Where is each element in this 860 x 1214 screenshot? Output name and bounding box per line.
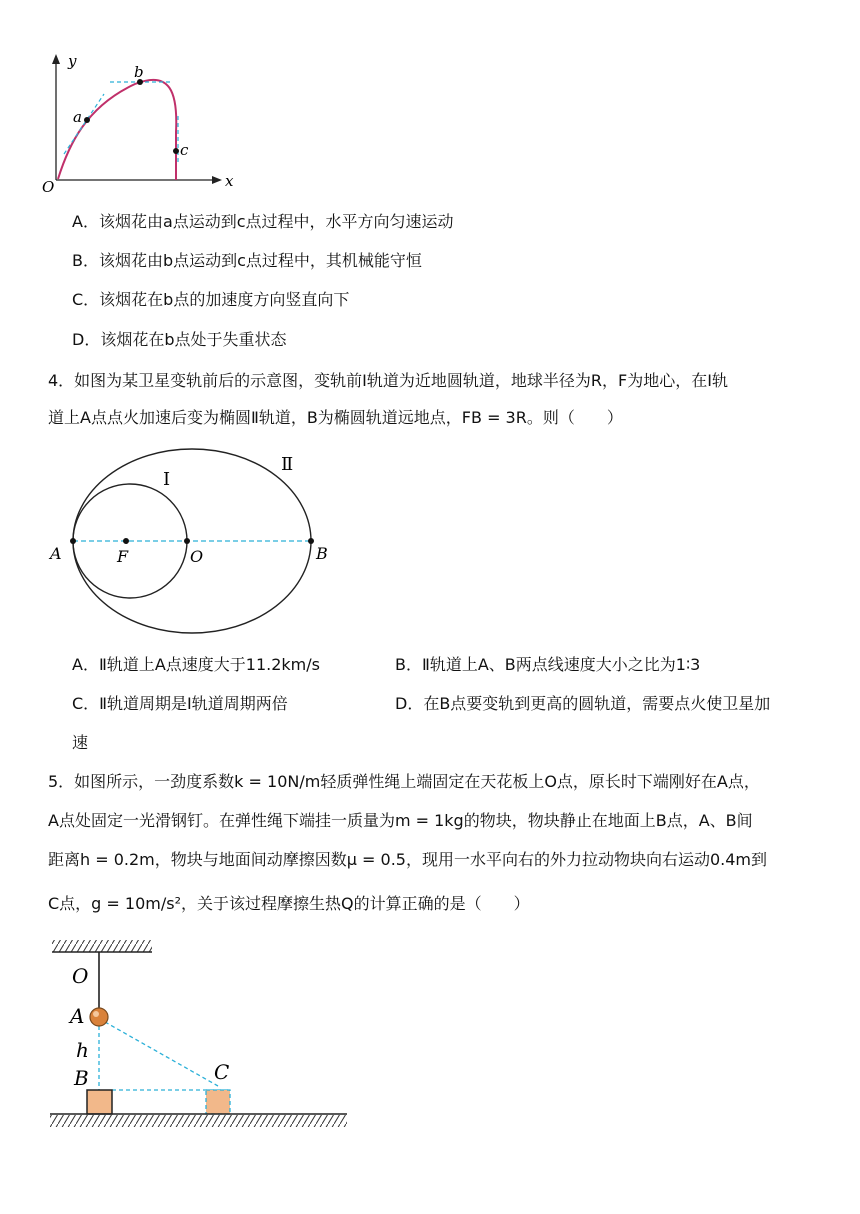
orbit-figure (40, 446, 350, 642)
trajectory-figure (40, 52, 260, 194)
ground-hatch (50, 1115, 347, 1127)
point-a-label: a (73, 108, 82, 126)
q5-stem-line4: C点，g = 10m/s²，关于该过程摩擦生热Q的计算正确的是（ ） (48, 894, 530, 913)
orbit-2-label: Ⅱ (281, 454, 294, 475)
point-O-label: O (72, 964, 89, 988)
ceiling-hatch (52, 940, 152, 952)
point-B-label: B (74, 1066, 89, 1090)
q3-option-b: B．该烟花由b点运动到c点过程中，其机械能守恒 (72, 251, 422, 270)
dashed-A-to-C (105, 1022, 218, 1086)
block-at-B (87, 1090, 112, 1114)
q3-option-c: C．该烟花在b点的加速度方向竖直向下 (72, 290, 350, 309)
q4-stem-line1: 4．如图为某卫星变轨前后的示意图，变轨前Ⅰ轨道为近地圆轨道，地球半径为R，F为地心，在Ⅰ轨 (48, 371, 728, 390)
q4-option-d-line1: D．在B点要变轨到更高的圆轨道，需要点火使卫星加 (395, 694, 771, 713)
point-B-dot (308, 538, 314, 544)
q4-option-c: C．Ⅱ轨道周期是Ⅰ轨道周期两倍 (72, 694, 288, 713)
point-F-label: F (117, 547, 129, 566)
trajectory-curve (58, 80, 176, 180)
point-O-dot (184, 538, 190, 544)
point-A-dot (70, 538, 76, 544)
point-b-label: b (134, 63, 144, 81)
point-C-label: C (214, 1060, 230, 1084)
block-at-C (206, 1090, 230, 1114)
elastic-cord-figure (40, 934, 360, 1134)
point-a-dot (84, 117, 90, 123)
point-F-dot (123, 538, 129, 544)
q4-option-b: B．Ⅱ轨道上A、B两点线速度大小之比为1∶3 (395, 655, 701, 674)
point-c-label: c (180, 141, 189, 159)
nail-ball (90, 1008, 108, 1026)
origin-label: O (42, 178, 55, 194)
x-axis-arrow (212, 176, 222, 184)
point-c-dot (173, 148, 179, 154)
q4-option-a: A．Ⅱ轨道上A点速度大于11.2km/s (72, 655, 320, 674)
orbit-1-label: Ⅰ (163, 469, 171, 490)
tangent-a (64, 94, 104, 154)
q5-stem-line2: A点处固定一光滑钢钉。在弹性绳下端挂一质量为m = 1kg的物块，物块静止在地面上B点，A、B间 (48, 811, 753, 830)
label-h: h (76, 1038, 89, 1062)
point-A-label: A (50, 544, 62, 563)
q4-stem-line2: 道上A点点火加速后变为椭圆Ⅱ轨道，B为椭圆轨道远地点，FB = 3R。则（ ） (48, 408, 623, 427)
nail-ball-highlight (93, 1011, 99, 1017)
x-axis-label: x (225, 172, 234, 190)
q4-option-d-line2: 速 (72, 733, 89, 752)
y-axis-arrow (52, 54, 60, 64)
q5-stem-line1: 5．如图所示，一劲度系数k = 10N/m轻质弹性绳上端固定在天花板上O点，原长时下端刚好在A点， (48, 772, 760, 791)
point-B-label: B (316, 544, 328, 563)
q3-option-a: A．该烟花由a点运动到c点过程中，水平方向匀速运动 (72, 212, 454, 231)
q3-option-d: D．该烟花在b点处于失重状态 (72, 330, 287, 349)
point-A-label: A (70, 1004, 85, 1028)
point-O-label: O (190, 547, 204, 566)
q5-stem-line3: 距离h = 0.2m，物块与地面间动摩擦因数μ = 0.5，现用一水平向右的外力拉动物块向右运动0.4m到 (48, 850, 767, 869)
y-axis-label: y (68, 52, 77, 70)
